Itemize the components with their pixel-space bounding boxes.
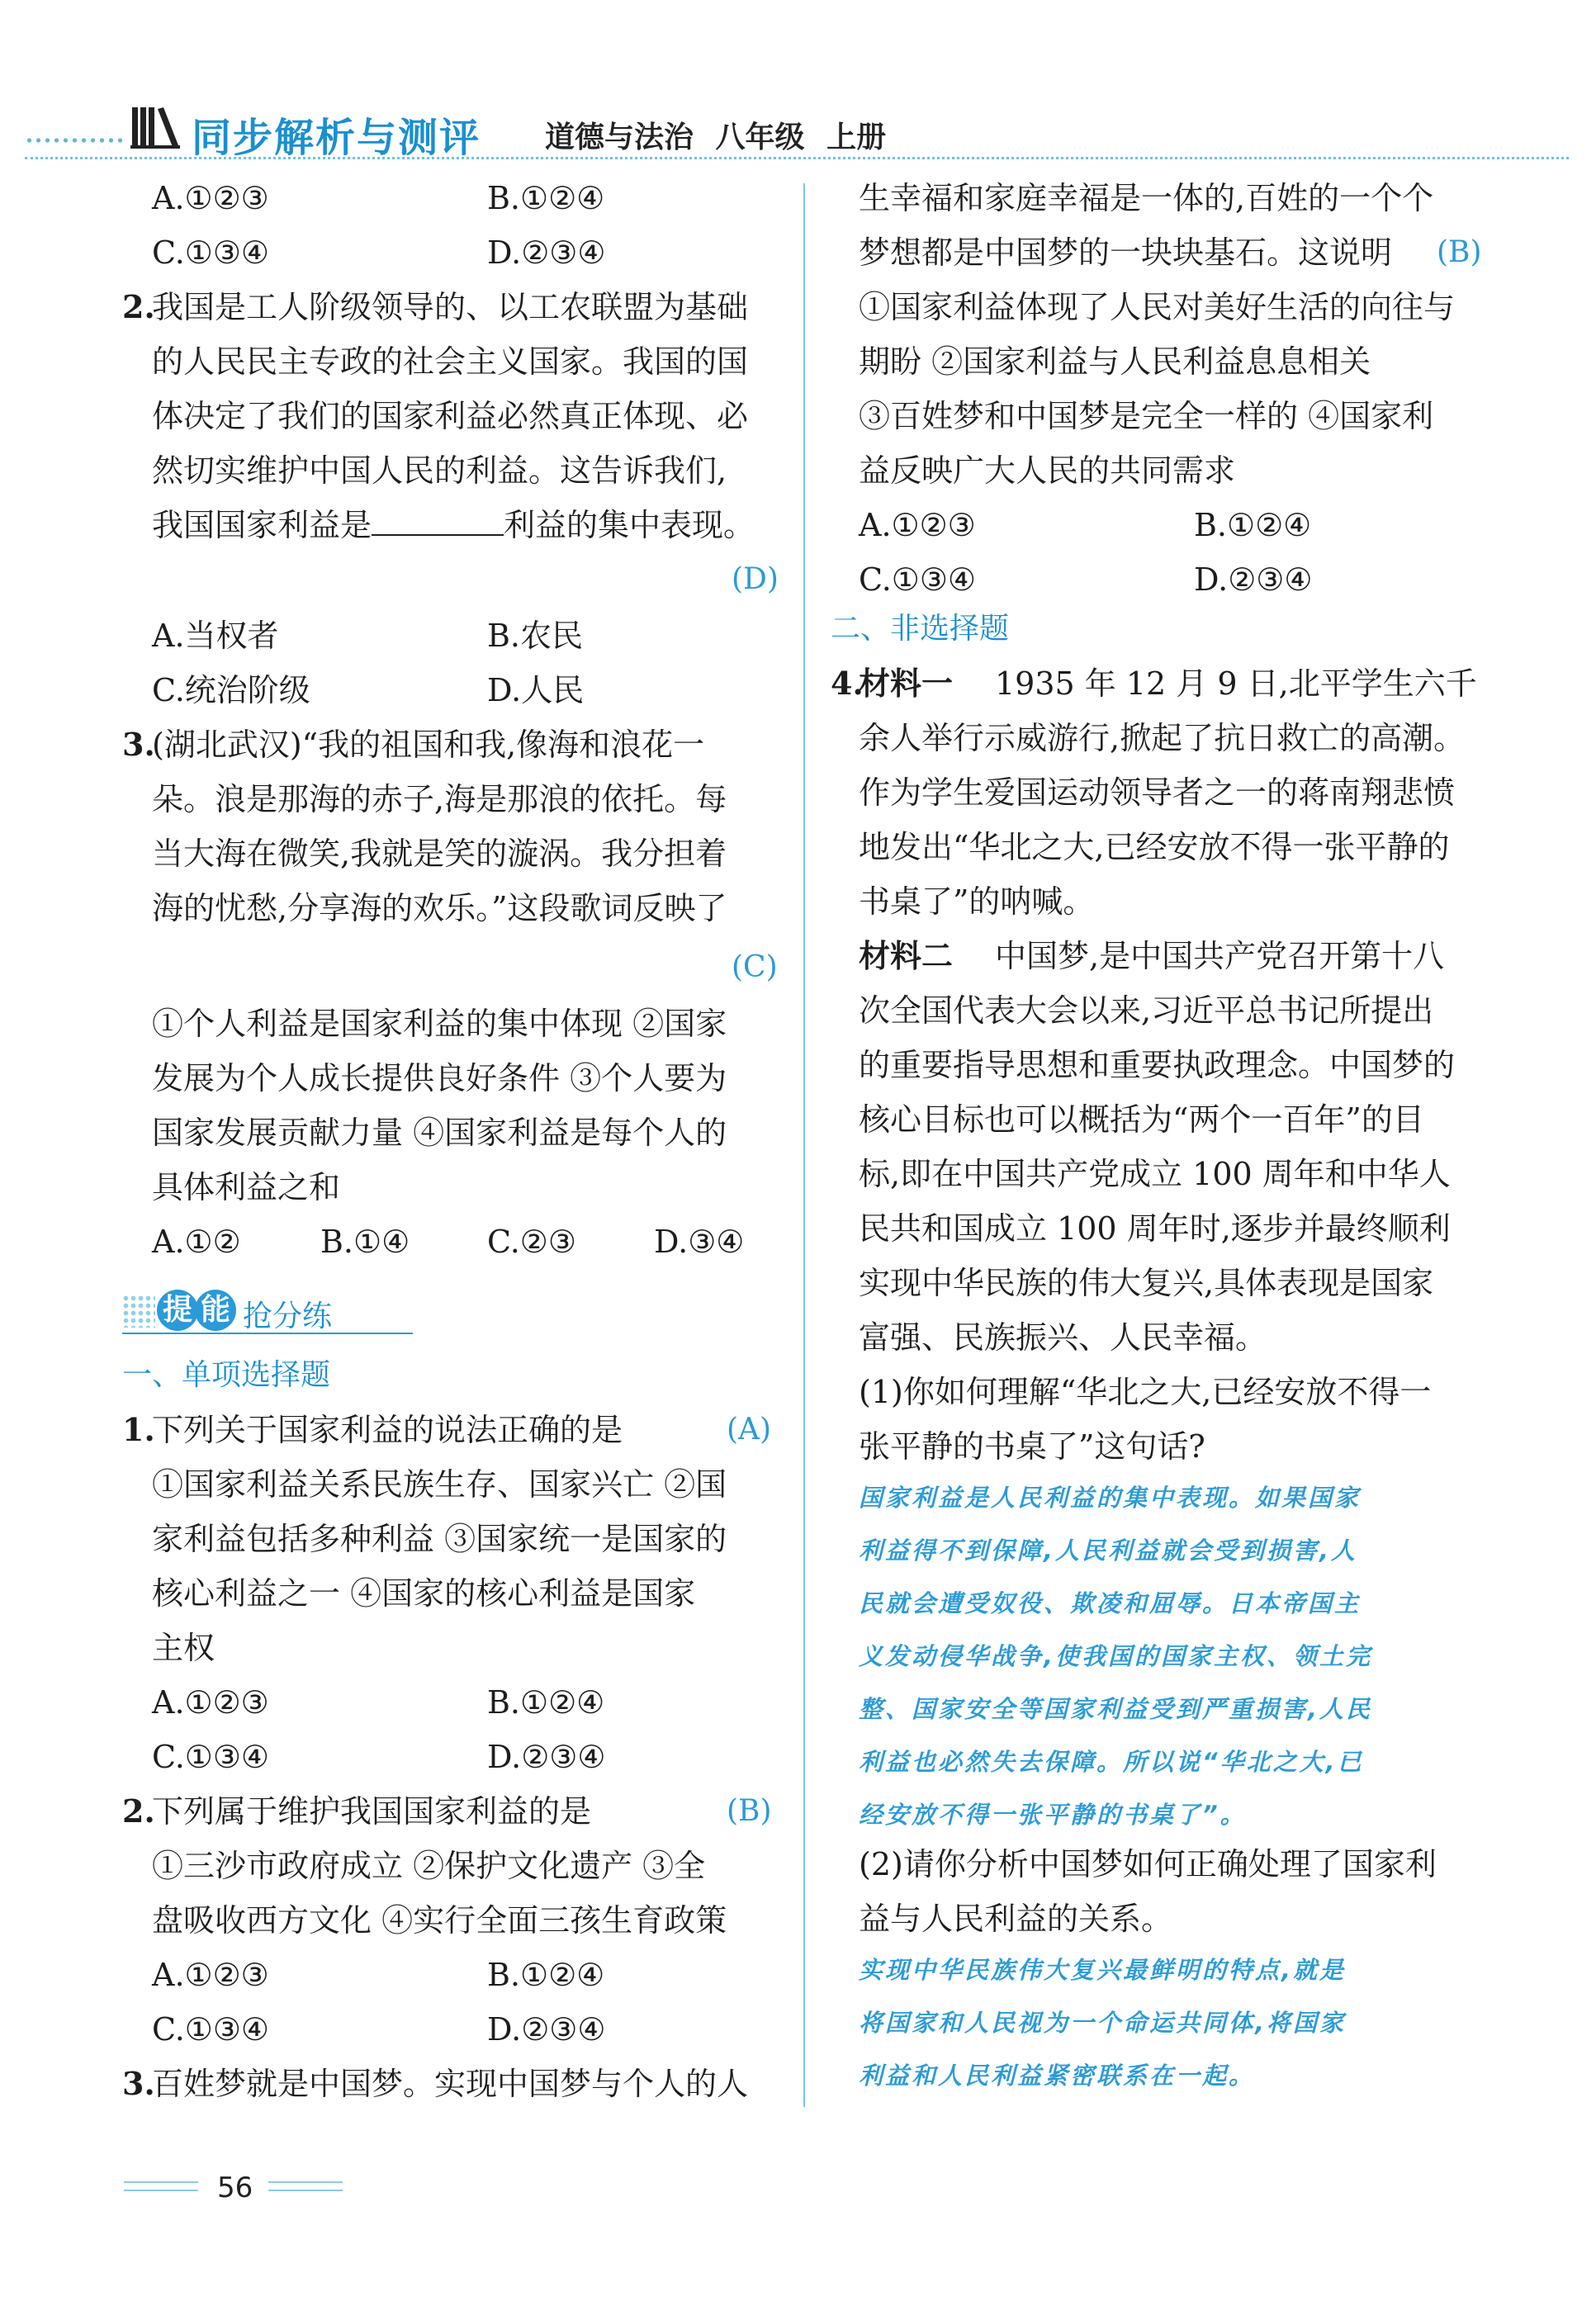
question-number: 3. [122, 726, 155, 763]
material-line: 书桌了”的呐喊。 [859, 883, 1095, 920]
statement-line: 益反映广大人民的共同需求 [859, 452, 1236, 489]
option-c: C.②③ [487, 1224, 576, 1260]
option-a: A.①②③ [152, 1684, 269, 1721]
header-title: 同步解析与测评 [192, 115, 481, 161]
question-stem: 百姓梦就是中国梦。实现中国梦与个人的人 [152, 2066, 749, 2102]
question-line: 体决定了我们的国家利益必然真正体现、必 [152, 398, 749, 434]
handwritten-answer-line: 义发动侵华战争,使我国的国家主权、领土完 [859, 1642, 1373, 1670]
option-a: A.①②③ [152, 180, 269, 216]
statement-line: 国家发展贡献力量 ④国家利益是每个人的 [152, 1115, 727, 1151]
answer-mark: (B) [1437, 235, 1482, 269]
statement-line: 发展为个人成长提供良好条件 ③个人要为 [152, 1060, 727, 1096]
option-c: C.①③④ [859, 561, 976, 598]
option-d: D.②③④ [487, 234, 606, 271]
statement-line: 家利益包括多种利益 ③国家统一是国家的 [152, 1521, 727, 1557]
page-number: 56 [217, 2171, 253, 2204]
material-line: 地发出“华北之大,已经安放不得一张平静的 [859, 829, 1450, 865]
option-b: B.①②④ [487, 180, 605, 216]
option-c: C.①③④ [152, 234, 269, 271]
answer-mark: (B) [727, 1794, 772, 1828]
badge-char: 提 [162, 1293, 192, 1327]
badge-char: 能 [200, 1293, 230, 1327]
fill-blank [372, 509, 504, 536]
option-d: D.②③④ [1194, 561, 1313, 598]
subquestion-line: 张平静的书桌了”这句话? [859, 1428, 1205, 1465]
statement-line: ③百姓梦和中国梦是完全一样的 ④国家利 [859, 398, 1434, 434]
statement-line: ①三沙市政府成立 ②保护文化遗产 ③全 [152, 1848, 706, 1884]
badge-title: 抢分练 [243, 1300, 333, 1333]
header-subject: 道德与法治 八年级 上册 [545, 121, 887, 154]
option-c: C.统治阶级 [152, 672, 310, 708]
question-stem: 下列属于维护我国国家利益的是 [152, 1793, 592, 1830]
answer-mark: (A) [727, 1413, 772, 1446]
column-divider [803, 183, 805, 2107]
question-line: 海的忧愁,分享海的欢乐。”这段歌词反映了 [152, 890, 727, 926]
material-line: 作为学生爱国运动领导者之一的蒋南翔悲愤 [859, 774, 1456, 811]
question-line: 的人民民主专政的社会主义国家。我国的国 [152, 343, 749, 380]
statement-line: 主权 [152, 1630, 215, 1666]
statement-line: 期盼 ②国家利益与人民利益息息相关 [859, 343, 1371, 380]
handwritten-answer-line: 民就会遭受奴役、欺凌和屈辱。日本帝国主 [859, 1589, 1362, 1617]
material-line: 标,即在中国共产党成立 100 周年和中华人 [859, 1156, 1451, 1192]
footer-line [124, 2190, 198, 2191]
option-a: A.①② [152, 1224, 241, 1260]
question-line: 当大海在微笑,我就是笑的漩涡。我分担着 [152, 836, 727, 872]
option-b: B.①②④ [487, 1957, 605, 1993]
material-line: 富强、民族振兴、人民幸福。 [859, 1319, 1267, 1356]
statement-line: 核心利益之一 ④国家的核心利益是国家 [152, 1575, 696, 1612]
badge-underline [122, 1333, 413, 1334]
question-text: 利益的集中表现。 [504, 507, 755, 543]
material-label: 材料一 [859, 665, 954, 702]
header-dots [25, 137, 122, 144]
answer-mark: (D) [732, 562, 779, 596]
statement-line: ①国家利益关系民族生存、国家兴亡 ②国 [152, 1466, 727, 1503]
question-number: 1. [122, 1411, 155, 1448]
answer-mark: (C) [732, 950, 778, 984]
section-heading: 二、非选择题 [831, 612, 1010, 646]
option-c: C.①③④ [152, 1739, 269, 1775]
option-b: B.①②④ [1194, 507, 1312, 543]
question-line: 梦想都是中国梦的一块块基石。这说明 [859, 234, 1393, 271]
option-b: B.农民 [487, 618, 584, 654]
handwritten-answer-line: 经安放不得一张平静的书桌了”。 [859, 1801, 1247, 1829]
question-text: 我国国家利益是 [152, 507, 372, 543]
question-line: 然切实维护中国人民的利益。这告诉我们, [152, 452, 727, 489]
material-line: 的重要指导思想和重要执政理念。中国梦的 [859, 1047, 1456, 1083]
question-number: 4. [831, 665, 864, 702]
question-number: 2. [122, 1792, 155, 1830]
badge-circle [195, 1290, 236, 1331]
option-a: A.①②③ [152, 1957, 269, 1993]
badge-dots [122, 1295, 155, 1328]
statement-line: 盘吸收西方文化 ④实行全面三孩生育政策 [152, 1902, 727, 1939]
statement-line: 具体利益之和 [152, 1169, 341, 1205]
question-line [152, 507, 755, 543]
handwritten-answer-line: 利益得不到保障,人民利益就会受到损害,人 [859, 1536, 1358, 1565]
material-line: 余人举行示威游行,掀起了抗日救亡的高潮。 [859, 720, 1466, 756]
question-number: 3. [122, 2065, 155, 2102]
handwritten-answer-line: 国家利益是人民利益的集中表现。如果国家 [859, 1484, 1362, 1512]
option-b: B.①④ [320, 1224, 410, 1260]
option-a: A.当权者 [152, 618, 279, 654]
handwritten-answer-line: 利益也必然失去保障。所以说“华北之大,已 [859, 1748, 1364, 1776]
statement-line: ①国家利益体现了人民对美好生活的向往与 [859, 289, 1456, 325]
subquestion-line: 益与人民利益的关系。 [859, 1901, 1173, 1937]
handwritten-answer-line: 实现中华民族伟大复兴最鲜明的特点,就是 [859, 1956, 1347, 1984]
question-line: 朵。浪是那海的赤子,海是那浪的依托。每 [152, 781, 727, 817]
material-line: 核心目标也可以概括为“两个一百年”的目 [859, 1101, 1424, 1138]
header-divider [25, 157, 1569, 159]
material-line: 次全国代表大会以来,习近平总书记所提出 [859, 992, 1434, 1029]
question-line: 生幸福和家庭幸福是一体的,百姓的一个个 [859, 180, 1434, 216]
question-number: 2. [122, 288, 155, 325]
footer-line [268, 2190, 343, 2191]
section-heading: 一、单项选择题 [122, 1358, 331, 1392]
statement-line: ①个人利益是国家利益的集中体现 ②国家 [152, 1006, 727, 1042]
option-d: D.②③④ [487, 1739, 606, 1775]
handwritten-answer-line: 整、国家安全等国家利益受到严重损害,人民 [859, 1695, 1373, 1723]
footer-line [124, 2181, 198, 2183]
question-line: 我国是工人阶级领导的、以工农联盟为基础 [152, 289, 749, 325]
option-a: A.①②③ [859, 507, 976, 543]
material-line: 实现中华民族的伟大复兴,具体表现是国家 [859, 1265, 1434, 1301]
book-logo-icon [130, 104, 182, 150]
subquestion-line: (1)你如何理解“华北之大,已经安放不得一 [859, 1374, 1432, 1410]
badge-circle [157, 1290, 198, 1331]
option-c: C.①③④ [152, 2011, 269, 2048]
question-line: (湖北武汉)“我的祖国和我,像海和浪花一 [152, 727, 705, 763]
footer-line [268, 2181, 343, 2183]
option-d: D.③④ [654, 1224, 745, 1260]
option-d: D.②③④ [487, 2011, 606, 2048]
material-line: 民共和国成立 100 周年时,逐步并最终顺利 [859, 1210, 1451, 1247]
option-d: D.人民 [487, 672, 585, 708]
material-line: 1935 年 12 月 9 日,北平学生六千 [995, 665, 1477, 702]
material-label: 材料二 [859, 937, 954, 974]
material-line: 中国梦,是中国共产党召开第十八 [995, 938, 1445, 974]
question-stem: 下列关于国家利益的说法正确的是 [152, 1412, 623, 1448]
handwritten-answer-line: 利益和人民利益紧密联系在一起。 [859, 2062, 1256, 2090]
handwritten-answer-line: 将国家和人民视为一个命运共同体,将国家 [859, 2009, 1347, 2037]
option-b: B.①②④ [487, 1684, 605, 1721]
subquestion-line: (2)请你分析中国梦如何正确处理了国家利 [859, 1846, 1437, 1882]
